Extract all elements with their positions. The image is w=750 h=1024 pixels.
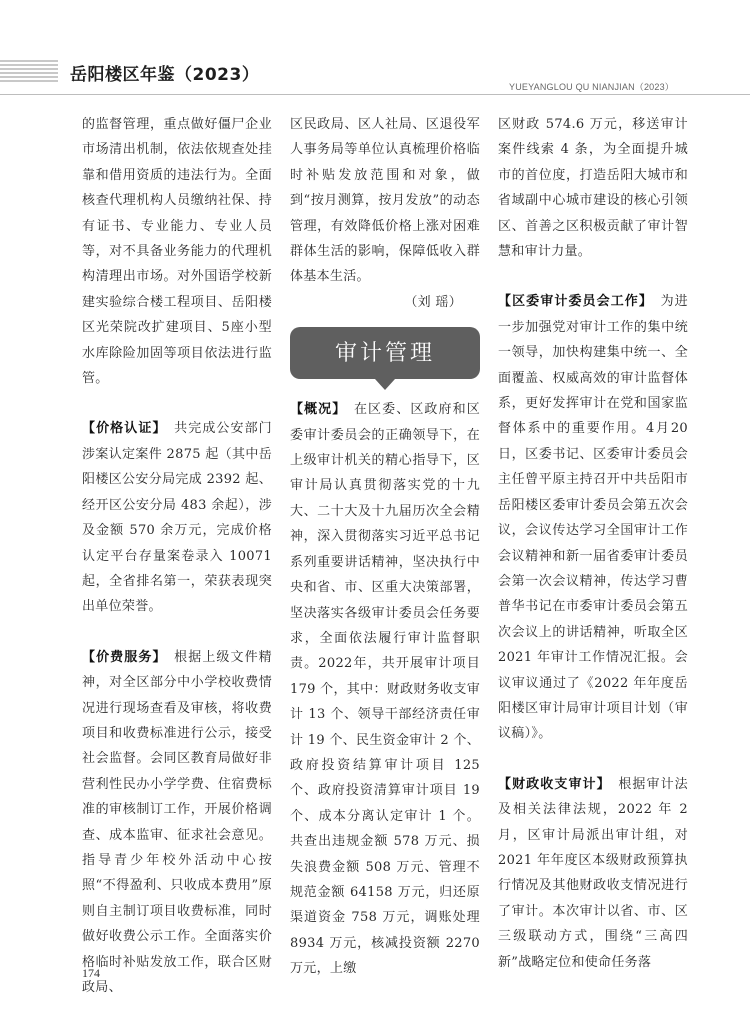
- paragraph: 的监督管理，重点做好僵尸企业市场清出机制，依法依规查处挂靠和借用资质的违法行为。全面核查代理机构人员缴纳社保、持有证书、专业能力、专业人员等，对不具备业务能力的代理机构清理出市场。对外国语学校新建实验综合楼工程项目、岳阳楼区光荣院改扩建项目、5座小型水库除险加固等项目依法进行监管。: [82, 117, 272, 387]
- section-heading: 【财政收支审计】: [498, 776, 605, 792]
- section-heading: 【价费服务】: [82, 649, 161, 665]
- paragraph-body: 共完成公安部门涉案认定案件 2875 起（其中岳阳楼区公安分局完成 2392 起、经开区公安分局 483 余起），涉及金额 570 余万元，完成价格认定平台存量案卷录入 10071 起，全省排名第一，荣获表现突出单位荣誉。: [82, 421, 272, 615]
- section-heading: 【价格认证】: [82, 421, 161, 437]
- section-heading: 【区委审计委员会工作】: [498, 294, 647, 310]
- column-2: [290, 112, 480, 982]
- paragraph-body: 根据审计法及相关法律法规，2022 年 2 月，区审计局派出审计组，对 2021 年年度区本级财政预算执行情况及其他财政收支情况进行了审计。本次审计以省、市、区三级联动方式，围绕“三高四新”战略定位和使命任务落: [498, 776, 688, 970]
- paragraph-fiscal-audit: [498, 772, 688, 975]
- paragraph: 区财政 574.6 万元，移送审计案件线索 4 条，为全面提升城市的首位度，打造岳阳大城市和省域副中心城市建设的核心引领区、首善之区积极贡献了审计智慧和审计力量。: [498, 117, 688, 260]
- page-number: 174: [82, 966, 100, 980]
- paragraph-body: 在区委、区政府和区委审计委员会的正确领导下，在上级审计机关的精心指导下，区审计局认真贯彻落实党的十九大、二十大及十九届历次全会精神，深入贯彻落实习近平总书记系列重要讲话精神，坚决执行中央和省、市、区重大决策部署，坚决落实各级审计委员会任务要求，全面依法履行审计监督职责。2022年，共开展审计项目 179 个，其中：财政财务收支审计 13 个、领导干部经济责任审计 19 个、民生资金审计 2 个、政府投资结算审计项目 125 个、政府投资清算审计项目 19 个、成本分离认定审计 1 个。共查出违规金额 578 万元、损失浪费金额 508 万元、管理不规范金额 64158 万元，归还原渠道资金 758 万元，调账处理 8934 万元，核减投资额 2270 万元，上缴: [290, 402, 480, 977]
- header-divider: [0, 94, 750, 95]
- paragraph-body: 为进一步加强党对审计工作的集中统一领导，加快构建集中统一、全面覆盖、权威高效的审计监督体系，更好发挥审计在党和国家监督体系中的重要作用。4月20日，区委书记、区委审计委员会主任曾平原主持召开中共岳阳市岳阳楼区委审计委员会第五次会议，会议传达学习全国审计工作会议精神和新一届省委审计委员会第一次会议精神，传达学习曹普华书记在市委审计委员会第五次会议上的讲话精神，听取全区 2021 年审计工作情况汇报。会议审议通过了《2022 年年度岳阳楼区审计局审计项目计划（审议稿）》。: [498, 294, 688, 742]
- paragraph-price-certification: [82, 416, 272, 619]
- paragraph: 区民政局、区人社局、区退役军人事务局等单位认真梳理价格临时补贴发放范围和对象，做到“按月测算，按月发放”的动态管理，有效降低价格上涨对困难群体生活的影响，保障低收入群体基本生活。: [290, 117, 480, 285]
- header-decoration: [0, 60, 58, 90]
- running-header-title: 岳阳楼区年鉴（2023）: [70, 65, 260, 85]
- running-header-subtitle: YUEYANGLOU QU NIANJIAN（2023）: [509, 82, 674, 92]
- section-heading: 【概况】: [290, 402, 340, 418]
- column-3: [498, 112, 688, 975]
- column-1: [82, 112, 272, 1000]
- section-title-banner: 审计管理: [290, 327, 480, 379]
- paragraph-audit-committee: [498, 289, 688, 746]
- author-credit: （刘 瑶）: [404, 294, 462, 310]
- paragraph-body: 根据上级文件精神，对全区部分中小学校收费情况进行现场查看及审核，将收费项目和收费标准进行公示，接受社会监督。会同区教育局做好非营利性民办小学学费、住宿费标准的审核制订工作，开展价格调查、成本监审、征求社会意见。指导青少年校外活动中心按照“不得盈利、只收成本费用”原则自主制订项目收费标准，同时做好收费公示工作。全面落实价格临时补贴发放工作，联合区财政局、: [82, 649, 272, 995]
- paragraph-price-service: [82, 645, 272, 1001]
- paragraph-overview: [290, 397, 480, 981]
